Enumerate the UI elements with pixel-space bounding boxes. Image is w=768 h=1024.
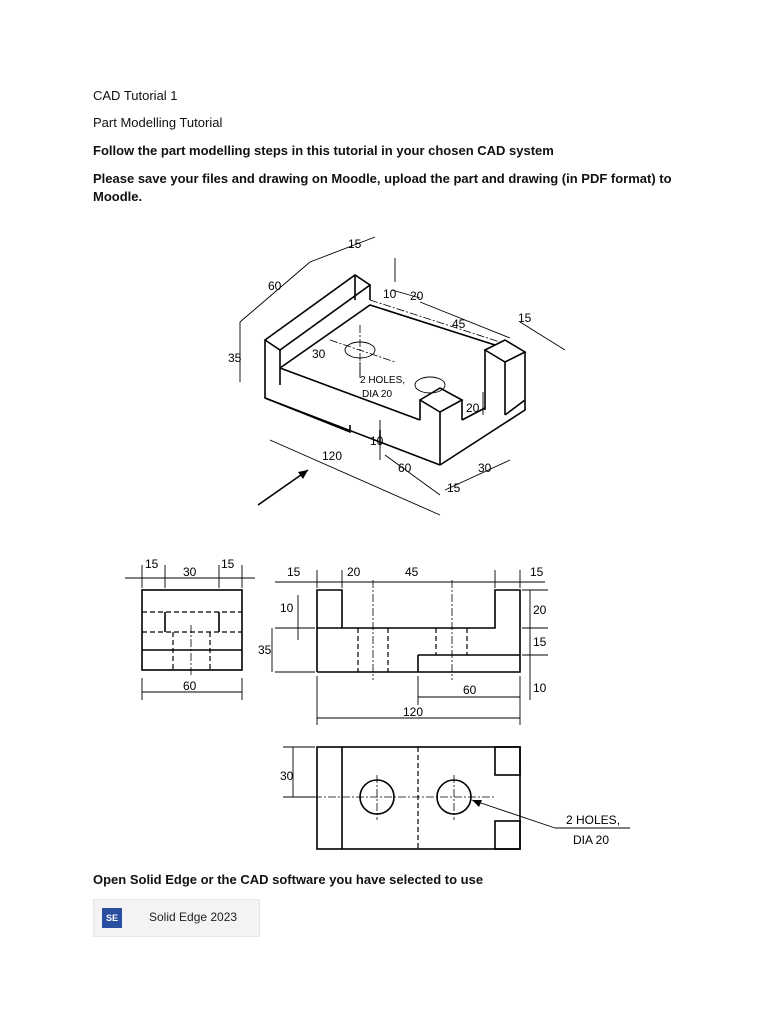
doc-title: CAD Tutorial 1 [93, 88, 178, 103]
front-dim-20-vertical: 20 [533, 603, 547, 617]
top-dim-30: 30 [280, 769, 294, 783]
front-dim-15-vertical: 15 [533, 635, 547, 649]
isometric-dimensions [228, 237, 565, 515]
iso-dim-10b: 10 [370, 434, 384, 448]
front-dim-35: 35 [258, 643, 272, 657]
front-dim-20: 20 [347, 565, 361, 579]
top-holes-label-2: DIA 20 [573, 833, 610, 847]
isometric-drawing [220, 235, 580, 525]
iso-holes-label-1: 2 HOLES, [360, 375, 406, 386]
iso-dim-120: 120 [322, 449, 343, 463]
solid-edge-app-name: Solid Edge 2023 [149, 910, 238, 924]
iso-dim-20: 20 [410, 289, 424, 303]
instruction-follow: Follow the part modelling steps in this tutorial in your chosen CAD system [93, 143, 554, 158]
isometric-part-outline [265, 275, 525, 465]
instruction-save-line2: Moodle. [93, 189, 143, 204]
front-view-drawing [252, 560, 550, 725]
iso-dim-10: 10 [383, 287, 397, 301]
front-dim-120: 120 [403, 705, 424, 719]
iso-dim-20b: 20 [466, 401, 480, 415]
solid-edge-logo-icon: SE [102, 908, 122, 928]
iso-holes-label-2: DIA 20 [362, 389, 393, 400]
solid-edge-app-tile[interactable] [93, 899, 260, 937]
iso-dim-45: 45 [452, 317, 466, 331]
front-dim-10-vertical: 10 [533, 681, 547, 695]
front-dim-60: 60 [463, 683, 477, 697]
iso-dim-30b: 30 [478, 461, 492, 475]
iso-dim-15b: 15 [518, 311, 532, 325]
doc-subtitle: Part Modelling Tutorial [93, 115, 223, 130]
top-holes-label-1: 2 HOLES, [566, 813, 621, 827]
iso-dim-30: 30 [312, 347, 326, 361]
side-dim-15a: 15 [145, 557, 159, 571]
top-view-drawing [272, 738, 642, 858]
iso-dim-35: 35 [228, 351, 242, 365]
instruction-save-line1: Please save your files and drawing on Moodle, upload the part and drawing (in PDF format) to [93, 171, 672, 186]
iso-dim-15c: 15 [447, 481, 461, 495]
iso-dim-60: 60 [268, 279, 282, 293]
open-software-instruction: Open Solid Edge or the CAD software you have selected to use [93, 872, 484, 887]
side-dim-30: 30 [183, 565, 197, 579]
front-dim-10: 10 [280, 601, 294, 615]
iso-dim-60b: 60 [398, 461, 412, 475]
side-dim-60: 60 [183, 679, 197, 693]
front-dim-15: 15 [287, 565, 301, 579]
side-view-drawing [115, 550, 260, 710]
iso-dim-15: 15 [348, 237, 362, 251]
side-dim-15b: 15 [221, 557, 235, 571]
front-dim-45: 45 [405, 565, 419, 579]
front-dim-15-right: 15 [530, 565, 544, 579]
